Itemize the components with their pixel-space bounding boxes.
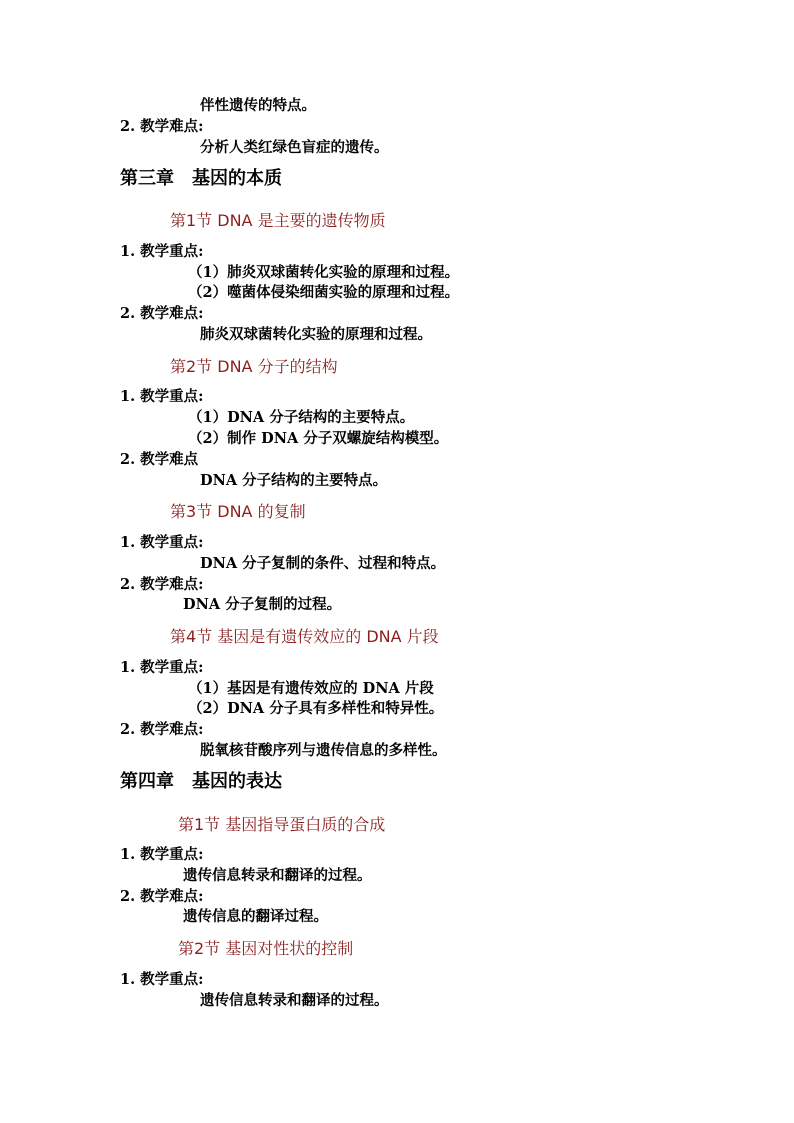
difficulty-text: 分析人类红绿色盲症的遗传。 — [200, 139, 389, 156]
ch3-section-3-title: 第3节 DNA 的复制 — [170, 502, 306, 521]
difficulty-text: 脱氧核苷酸序列与遗传信息的多样性。 — [200, 742, 447, 759]
key-points-label: 1. 教学重点: — [120, 534, 204, 551]
difficulty-text: DNA 分子结构的主要特点。 — [200, 472, 388, 489]
key-points-label: 1. 教学重点: — [120, 846, 204, 863]
difficulty-text: 肺炎双球菌转化实验的原理和过程。 — [200, 326, 432, 343]
key-point-item: （2）制作 DNA 分子双螺旋结构模型。 — [188, 430, 449, 447]
key-points-label: 1. 教学重点: — [120, 388, 204, 405]
ch3-section-1-title: 第1节 DNA 是主要的遗传物质 — [170, 211, 386, 230]
key-point-item: （1）DNA 分子结构的主要特点。 — [188, 409, 415, 426]
key-point-item: （1）基因是有遗传效应的 DNA 片段 — [188, 680, 434, 697]
ch4-section-1-title: 第1节 基因指导蛋白质的合成 — [178, 815, 386, 834]
difficulty-label: 2. 教学难点: — [120, 576, 204, 593]
key-points-label: 1. 教学重点: — [120, 243, 204, 260]
key-point-text: DNA 分子复制的条件、过程和特点。 — [200, 555, 446, 572]
difficulty-label: 2. 教学难点: — [120, 118, 204, 135]
difficulty-label: 2. 教学难点: — [120, 305, 204, 322]
continued-text: 伴性遗传的特点。 — [200, 97, 316, 114]
key-point-text: 遗传信息转录和翻译的过程。 — [183, 867, 372, 884]
key-point-item: （2）噬菌体侵染细菌实验的原理和过程。 — [188, 284, 460, 301]
key-points-label: 1. 教学重点: — [120, 971, 204, 988]
ch4-section-2-title: 第2节 基因对性状的控制 — [178, 939, 354, 958]
difficulty-text: DNA 分子复制的过程。 — [183, 596, 342, 613]
key-point-item: （2）DNA 分子具有多样性和特异性。 — [188, 700, 444, 717]
difficulty-label: 2. 教学难点 — [120, 451, 199, 468]
chapter-3-title: 第三章 基因的本质 — [120, 168, 282, 189]
ch3-section-4-title: 第4节 基因是有遗传效应的 DNA 片段 — [170, 627, 439, 646]
chapter-4-title: 第四章 基因的表达 — [120, 771, 282, 792]
difficulty-label: 2. 教学难点: — [120, 721, 204, 738]
difficulty-text: 遗传信息的翻译过程。 — [183, 908, 328, 925]
key-points-label: 1. 教学重点: — [120, 659, 204, 676]
key-point-text: 遗传信息转录和翻译的过程。 — [200, 992, 389, 1009]
difficulty-label: 2. 教学难点: — [120, 888, 204, 905]
key-point-item: （1）肺炎双球菌转化实验的原理和过程。 — [188, 264, 460, 281]
ch3-section-2-title: 第2节 DNA 分子的结构 — [170, 357, 338, 376]
